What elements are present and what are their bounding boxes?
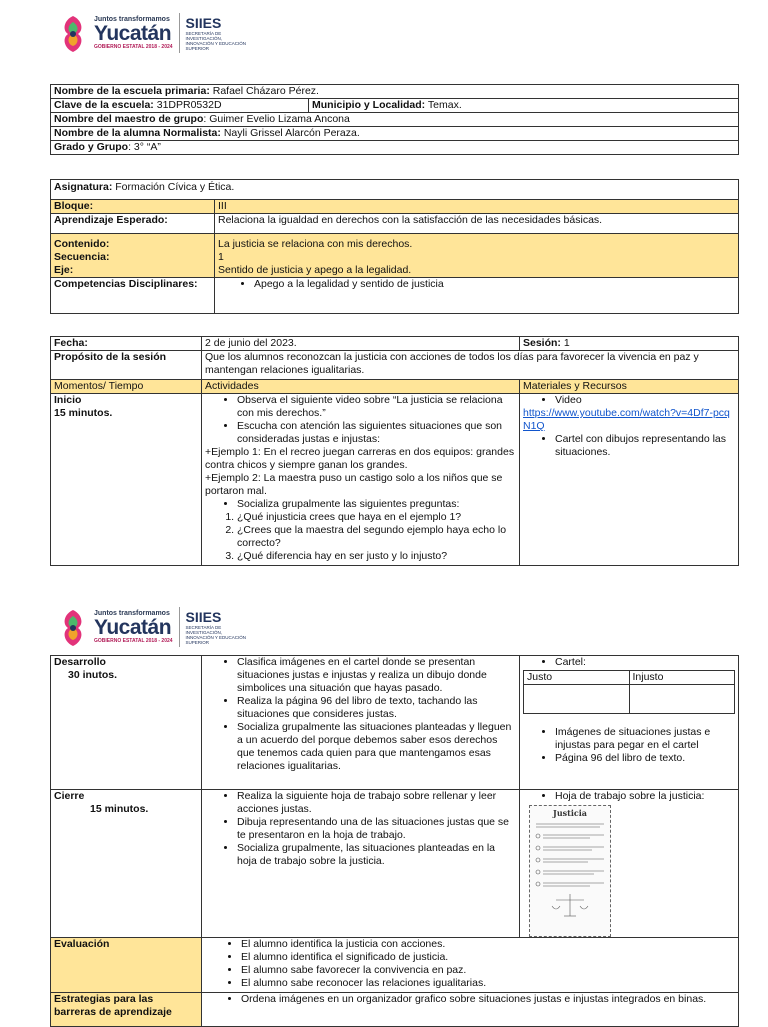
material-item: • Imágenes de situaciones justas e injustas para pegar en el cartel <box>555 726 735 752</box>
inicio-bullet: • Observa el siguiente video sobre “La justicia se relaciona con mis derechos.” <box>237 394 516 420</box>
evaluation-item: • El alumno sabe favorecer la convivencia en paz. <box>241 964 735 977</box>
block-label: Bloque: <box>51 200 215 214</box>
video-link[interactable]: https://www.youtube.com/watch?v=4Df7-pcqN1Q <box>523 407 730 432</box>
municipality-cell: Municipio y Localidad: Temax. <box>309 99 739 113</box>
grade-row: Grado y Grupo: 3° “A” <box>51 141 739 155</box>
logo-state: Yucatán <box>94 616 172 639</box>
material-item: • Página 96 del libro de texto. <box>555 752 735 765</box>
header-logo <box>56 12 248 54</box>
inicio-bullet: • Escucha con atención las siguientes situaciones que son consideradas justas e injustas: <box>237 420 516 446</box>
logo-divider <box>179 607 180 647</box>
date-value: 2 de junio del 2023. <box>202 337 520 351</box>
example-1: +Ejemplo 1: En el recreo juegan carreras en dos equipos: grandes contra chicos y siempre ganan los grandes. <box>205 446 515 471</box>
cierre-bullet: • Dibuja representando una de las situaciones justas que se te presentaron en la hoja de trabajo. <box>237 816 516 842</box>
logo-agency-full: SECRETARÍA DE INVESTIGACIÓN, INNOVACIÓN Y EDUCACIÓN SUPERIOR <box>185 624 247 645</box>
learning-value: Relaciona la igualdad en derechos con la satisfacción de las necesidades básicas. <box>215 214 739 234</box>
strategies-items <box>202 993 739 1027</box>
teacher-row: Nombre del maestro de grupo: Guimer Evelio Lizama Ancona <box>51 113 739 127</box>
example-2: +Ejemplo 2: La maestra puso un castigo solo a los niños que se portaron mal. <box>205 472 503 497</box>
material-worksheet: • Hoja de trabajo sobre la justicia: <box>555 790 735 803</box>
material-poster: • Cartel con dibujos representando las situaciones. <box>555 433 735 459</box>
cierre-activities <box>202 790 520 938</box>
date-label: Fecha: <box>51 337 202 351</box>
subject-row: Asignatura: Formación Cívica y Ética. <box>51 180 739 200</box>
evaluation-item: • El alumno identifica el significado de justicia. <box>241 951 735 964</box>
logo-tagline: Juntos transformamos <box>94 610 170 617</box>
cierre-bullet: • Socializa grupalmente, las situaciones planteadas en la hoja de trabajo sobre la justicia. <box>237 842 516 868</box>
material-poster: • Cartel: <box>555 656 735 669</box>
logo-agency: SIIES <box>185 14 222 31</box>
evaluation-item: • El alumno sabe reconocer las relaciones igualitarias. <box>241 977 735 990</box>
logo-government: GOBIERNO ESTATAL 2018 - 2024 <box>94 638 173 644</box>
strategy-item: • Ordena imágenes en un organizador grafico sobre situaciones justas e injustas integrados en binas. <box>241 993 735 1006</box>
col-materials: Materiales y Recursos <box>520 380 739 394</box>
evaluation-item: • El alumno identifica la justicia con acciones. <box>241 938 735 951</box>
session-table <box>50 336 739 566</box>
cierre-bullet: • Realiza la siguiente hoja de trabajo sobre rellenar y leer acciones justas. <box>237 790 516 816</box>
student-row: Nombre de la alumna Normalista: Nayli Grissel Alarcón Peraza. <box>51 127 739 141</box>
inicio-moment: Inicio 15 minutos. <box>51 394 202 566</box>
poster-table <box>523 670 735 714</box>
desarrollo-bullet: • Realiza la página 96 del libro de texto, tachando las situaciones que consideres justas. <box>237 695 516 721</box>
logo-agency: SIIES <box>185 608 222 625</box>
purpose-value: Que los alumnos reconozcan la justicia con acciones de todos los días para favorecer la vivencia en paz y mantengan relaciones igualitarias. <box>202 351 739 380</box>
yucatan-logo-icon <box>56 606 90 648</box>
header-logo-2 <box>56 606 248 648</box>
worksheet-thumbnail-icon <box>530 806 610 924</box>
logo-tagline: Juntos transformamos <box>94 16 170 23</box>
school-key-cell: Clave de la escuela: 31DPR0532D <box>51 99 309 113</box>
poster-col-justo: Justo <box>524 671 630 685</box>
content-values: La justicia se relaciona con mis derechos. 1 Sentido de justicia y apego a la legalidad. <box>215 234 739 278</box>
desarrollo-activities <box>202 656 520 790</box>
content-labels: Contenido: Secuencia: Eje: <box>51 234 215 278</box>
desarrollo-materials <box>520 656 739 790</box>
competencies-value: • Apego a la legalidad y sentido de justicia <box>215 278 739 314</box>
block-value: III <box>215 200 739 214</box>
worksheet-title: Justicia <box>553 808 587 818</box>
strategies-label: Estrategias para las barreras de aprendizaje <box>51 993 202 1027</box>
cierre-moment: Cierre 15 minutos. <box>51 790 202 938</box>
desarrollo-bullet: • Socializa grupalmente las situaciones planteadas y lleguen a un acuerdo del porque debemos saber esos derechos que tenemos cada quien para que mantengamos esas relaciones igualitarias. <box>237 721 516 773</box>
purpose-label: Propósito de la sesión <box>51 351 202 380</box>
logo-agency-full: SECRETARÍA DE INVESTIGACIÓN, INNOVACIÓN Y EDUCACIÓN SUPERIOR <box>185 30 247 51</box>
school-info-table <box>50 84 739 155</box>
question-item: 2. ¿Crees que la maestra del segundo ejemplo haya echo lo correcto? <box>237 524 516 550</box>
material-video: • Video <box>555 394 735 407</box>
logo-state: Yucatán <box>94 22 172 45</box>
evaluation-items <box>202 938 739 993</box>
logo-divider <box>179 13 180 53</box>
socialize-bullet: • Socializa grupalmente las siguientes preguntas: <box>237 498 516 511</box>
subject-table <box>50 179 739 314</box>
question-item: 1. ¿Qué injusticia crees que haya en el ejemplo 1? <box>237 511 516 524</box>
worksheet-image <box>529 805 611 937</box>
inicio-activities <box>202 394 520 566</box>
col-activities: Actividades <box>202 380 520 394</box>
activities-table-2 <box>50 655 739 1027</box>
session-cell: Sesión: 1 <box>520 337 739 351</box>
competencies-label: Competencias Disciplinares: <box>51 278 215 314</box>
evaluation-label: Evaluación <box>51 938 202 993</box>
yucatan-logo-icon <box>56 12 90 54</box>
desarrollo-bullet: • Clasifica imágenes en el cartel donde se presentan situaciones justas e injustas y realiza un dibujo donde simbolices una situación que hayas pasado. <box>237 656 516 695</box>
question-item: 3. ¿Qué diferencia hay en ser justo y lo injusto? <box>237 550 516 563</box>
desarrollo-moment: Desarrollo 30 inutos. <box>51 656 202 790</box>
poster-col-injusto: Injusto <box>629 671 735 685</box>
learning-label: Aprendizaje Esperado: <box>51 214 215 234</box>
col-moments: Momentos/ Tiempo <box>51 380 202 394</box>
inicio-materials <box>520 394 739 566</box>
logo-government: GOBIERNO ESTATAL 2018 - 2024 <box>94 44 173 50</box>
cierre-materials <box>520 790 739 938</box>
school-name-row: Nombre de la escuela primaria: Rafael Cházaro Pérez. <box>51 85 739 99</box>
